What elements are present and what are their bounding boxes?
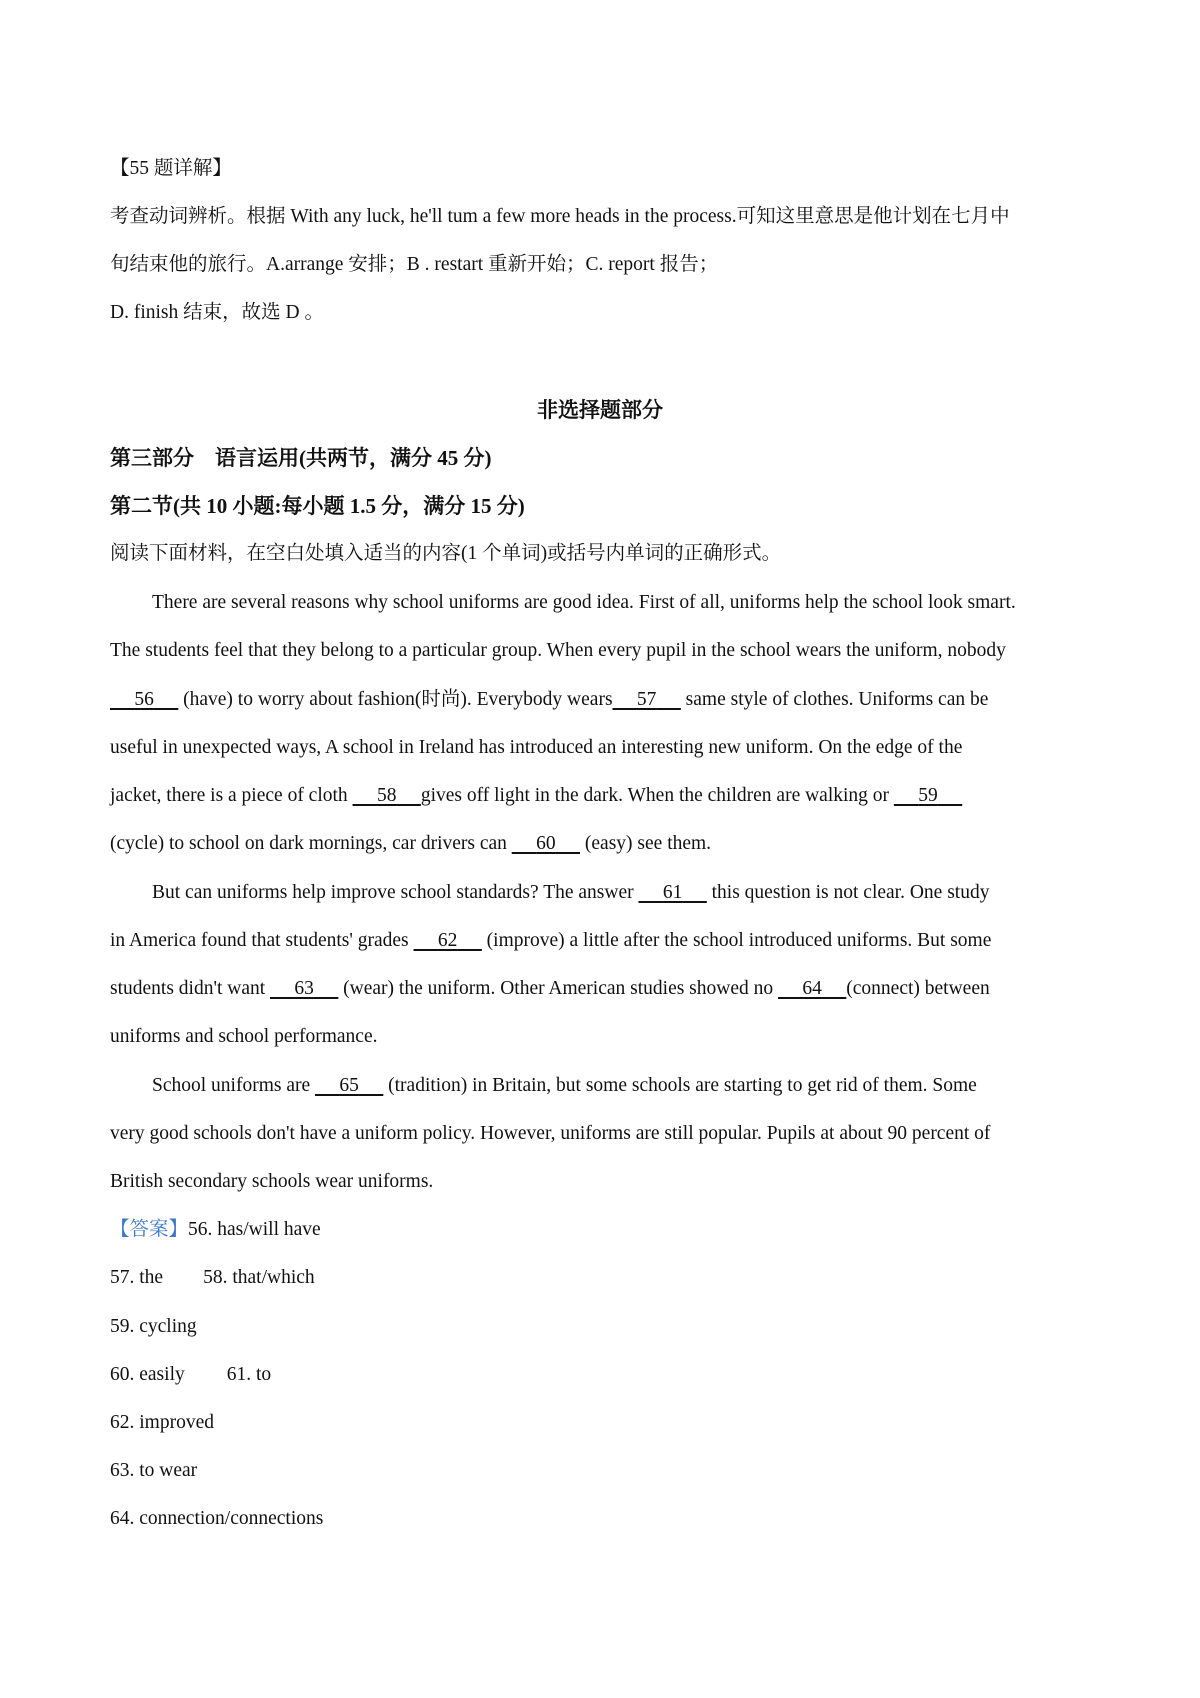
blank-60: 60 [536, 833, 556, 854]
blank-62: 62 [437, 930, 458, 951]
q55-explanation-line-3: D. finish 结束，故选 D 。 [110, 302, 324, 323]
answer-line-56 [110, 1216, 321, 1244]
passage-p3-line-2: very good schools don't have a uniform policy. However, uniforms are still popular. Pupils at about 90 percent of [110, 1123, 991, 1144]
answer-line-62 [110, 1409, 214, 1437]
passage-p2-line-2: in America found that students' grades 62 (improve) a little after the school introduced uniforms. But some [110, 927, 991, 955]
passage-p2-line-1: But can uniforms help improve school standards? The answer 61 this question is not clear. One study [152, 879, 989, 907]
passage-p1-line-4: useful in unexpected ways, A school in Ireland has introduced an interesting new uniform. On the edge of the [110, 737, 963, 758]
answer-tag: 【答案】 [110, 1219, 189, 1240]
answer-62: 62. improved [110, 1412, 214, 1433]
answer-line-59 [110, 1313, 197, 1341]
answer-61: 61. to [226, 1364, 272, 1385]
answer-64: 64. connection/connections [110, 1508, 324, 1529]
answer-57: 57. the [110, 1267, 164, 1288]
blank-56: 56 [134, 689, 154, 710]
answer-59: 59. cycling [110, 1316, 197, 1337]
answer-58: 58. that/which [203, 1267, 315, 1288]
passage-p3-line-3: British secondary schools wear uniforms. [110, 1171, 434, 1192]
instruction-text: 阅读下面材料，在空白处填入适当的内容(1 个单词)或括号内单词的正确形式。 [110, 543, 782, 564]
answer-line-64 [110, 1505, 323, 1533]
passage-p1-line-6: (cycle) to school on dark mornings, car drivers can 60 (easy) see them. [110, 830, 711, 858]
answer-line-57-58 [110, 1264, 315, 1292]
part-heading: 第三部分 语言运用(共两节，满分 45 分) [110, 446, 492, 470]
answer-63: 63. to wear [110, 1460, 198, 1481]
passage-p1-line-2: The students feel that they belong to a particular group. When every pupil in the school wears the uniform, nobody [110, 640, 1006, 661]
passage-p2-line-3: students didn't want 63 (wear) the uniform. Other American studies showed no 64 (connect) between [110, 975, 990, 1003]
answer-56: 56. has/will have [188, 1219, 321, 1240]
blank-64: 64 [802, 978, 822, 999]
subsection-heading: 第二节(共 10 小题:每小题 1.5 分，满分 15 分) [110, 494, 525, 518]
blank-65: 65 [339, 1075, 359, 1096]
blank-61: 61 [662, 882, 683, 903]
passage-p2-line-4: uniforms and school performance. [110, 1026, 378, 1047]
answer-line-63 [110, 1457, 197, 1485]
passage-p1-line-1: There are several reasons why school uniforms are good idea. First of all, uniforms help the school look smart. [152, 592, 1016, 613]
blank-63: 63 [294, 978, 314, 999]
blank-59: 59 [918, 785, 938, 806]
blank-58: 58 [376, 785, 397, 806]
passage-p3-line-1: School uniforms are 65 (tradition) in Britain, but some schools are starting to get rid of them. Some [152, 1072, 977, 1100]
answer-60: 60. easily [110, 1364, 185, 1385]
q55-explanation-line-1: 考查动词辨析。根据 With any luck, he'll tum a few more heads in the process.可知这里意思是他计划在七月中 [110, 206, 1010, 227]
q55-heading: 【55 题详解】 [110, 158, 232, 179]
section-title: 非选择题部分 [537, 398, 663, 422]
q55-explanation-line-2: 旬结束他的旅行。A.arrange 安排；B . restart 重新开始；C. report 报告； [110, 254, 719, 275]
passage-p1-line-3: 56 (have) to worry about fashion(时尚). Everybody wears 57 same style of clothes. Uniforms can be [110, 686, 988, 714]
blank-57: 57 [636, 689, 657, 710]
passage-p1-line-5: jacket, there is a piece of cloth 58 gives off light in the dark. When the children are walking or 59 [110, 782, 962, 810]
answer-line-60-61 [110, 1361, 271, 1389]
